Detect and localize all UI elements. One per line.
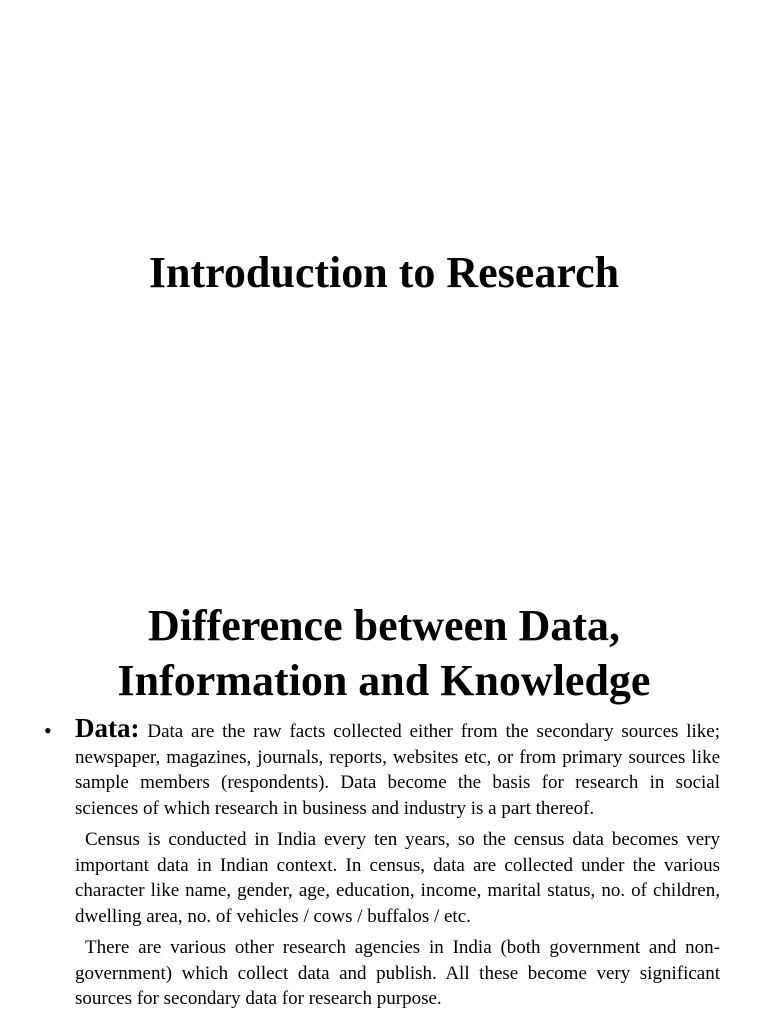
slide-1-title: Introduction to Research: [148, 248, 620, 297]
bullet-text: Data are the raw facts collected either from the secondary sources like; newspaper, magazines, journals, reports, websites etc, or from primary sources like sample members (respondents). Data become the basis for research in social sciences of which research in business and industry is a part thereof.: [75, 721, 721, 819]
bullet-item-data: [0, 713, 768, 821]
slide-2-title-line-2: Information and Knowledge: [117, 656, 651, 705]
bullet-term: Data:: [75, 713, 140, 743]
slide-2-title: [0, 598, 768, 708]
slide-2-title-line-1: Difference between Data,: [147, 601, 620, 650]
slide-2: [0, 576, 768, 1024]
bullet-paragraph: [75, 713, 721, 821]
slide-2-body: [0, 713, 768, 1012]
census-paragraph: Census is conducted in India every ten years, so the census data becomes very important data in Indian context. In census, data are collected under the various character like name, gender, age, education, income, marital status, no. of children, dwelling area, no. of vehicles / cows / buffalos / etc.: [75, 829, 720, 927]
agencies-paragraph: There are various other research agencies in India (both government and non-government) which collect data and publish. All these become very significant sources for secondary data for research purpose.: [75, 937, 720, 1009]
bullet-icon: •: [44, 718, 52, 743]
